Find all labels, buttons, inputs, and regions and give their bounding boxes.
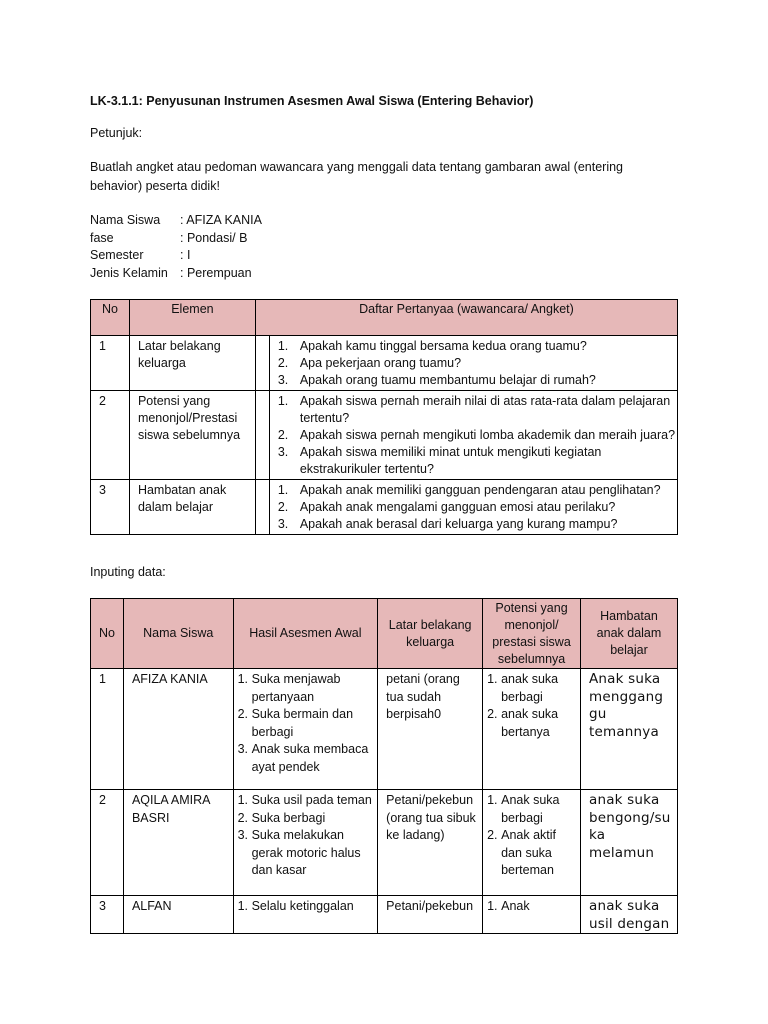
info-row-fase (90, 230, 262, 248)
row-latar: Petani/pekebun (orang tua sibuk ke ladang) (378, 790, 483, 896)
list-item: 1. Anak suka berbagi (487, 793, 560, 825)
hasil-cell (233, 790, 378, 896)
header-hambatan: Hambatan anak dalam belajar (580, 599, 677, 669)
question-list (270, 482, 677, 533)
question-list-cell (269, 391, 677, 480)
spacer-cell (255, 391, 269, 480)
potensi-cell (483, 790, 581, 896)
list-item: 2. Suka bermain dan berbagi (237, 707, 354, 739)
potensi-cell (483, 669, 581, 790)
table-row (91, 391, 678, 480)
question-list-cell (269, 480, 677, 535)
info-label: Jenis Kelamin (90, 265, 168, 280)
list-item: 3. Suka melakukan gerak motoric halus dan kasar (237, 828, 361, 877)
inputing-label: Inputing data: (90, 565, 166, 579)
info-label: Nama Siswa (90, 213, 161, 227)
header-no: No (91, 599, 124, 669)
table-row (91, 669, 678, 790)
row-hambatan: Anak suka menggang gu temannya (580, 669, 677, 790)
header-elemen: Elemen (129, 300, 255, 336)
row-elemen: Latar belakang keluarga (129, 336, 255, 391)
list-item: 3. Apakah anak berasal dari keluarga yang kurang mampu? (277, 517, 618, 531)
question-list-cell (269, 336, 677, 391)
potensi-list (483, 671, 580, 741)
row-latar: Petani/pekebun (378, 896, 483, 934)
header-hasil: Hasil Asesmen Awal (233, 599, 378, 669)
list-item: 1. Apakah kamu tinggal bersama kedua orang tuamu? (277, 339, 587, 353)
list-item: 1. anak suka berbagi (487, 672, 559, 704)
list-item: 2. Apa pekerjaan orang tuamu? (277, 356, 462, 370)
info-value: : AFIZA KANIA (180, 213, 262, 227)
info-value: : Perempuan (180, 265, 252, 280)
hasil-list (234, 671, 378, 776)
hasil-cell (233, 896, 378, 934)
instructions-text: Buatlah angket atau pedoman wawancara yang menggali data tentang gambaran awal (entering behavior) peserta didik! (90, 160, 624, 193)
info-value: : I (180, 248, 191, 262)
header-nama: Nama Siswa (123, 599, 233, 669)
list-item: 2. Apakah siswa pernah mengikuti lomba akademik dan meraih juara? (277, 428, 676, 442)
row-elemen: Hambatan anak dalam belajar (129, 480, 255, 535)
potensi-cell (483, 896, 581, 934)
header-potensi: Potensi yang menonjol/ prestasi siswa sebelumnya (483, 599, 581, 669)
row-nama: ALFAN (123, 896, 233, 934)
info-value: : Pondasi/ B (180, 230, 248, 245)
hasil-list (234, 898, 378, 916)
header-no: No (91, 300, 130, 336)
list-item: 1. Anak (487, 899, 530, 913)
table-row (91, 480, 678, 535)
row-no: 2 (91, 790, 124, 896)
potensi-list (483, 792, 580, 880)
row-latar: petani (orang tua sudah berpisah0 (378, 669, 483, 790)
row-nama: AFIZA KANIA (123, 669, 233, 790)
table-row (91, 336, 678, 391)
list-item: 1. Apakah anak memiliki gangguan pendengaran atau penglihatan? (277, 483, 661, 497)
list-item: 3. Apakah orang tuamu membantumu belajar di rumah? (277, 373, 596, 387)
row-elemen: Potensi yang menonjol/Prestasi siswa sebelumnya (129, 391, 255, 480)
table-row (91, 896, 678, 934)
hasil-cell (233, 669, 378, 790)
header-daftar: Daftar Pertanyaa (wawancara/ Angket) (255, 300, 677, 336)
hasil-list (234, 792, 378, 880)
list-item: 1. Selalu ketinggalan (237, 899, 354, 913)
list-item: 3. Apakah siswa memiliki minat untuk mengikuti kegiatan ekstrakurikuler tertentu? (277, 445, 602, 476)
table-header-row (91, 599, 678, 669)
row-no: 1 (91, 336, 130, 391)
list-item: 1. Suka usil pada teman (237, 793, 372, 807)
list-item: 1. Suka menjawab pertanyaan (237, 672, 341, 704)
table-header-row (91, 300, 678, 336)
spacer-cell (255, 480, 269, 535)
input-data-table (90, 598, 678, 934)
row-hambatan: anak suka bengong/su ka melamun (580, 790, 677, 896)
question-list (270, 338, 677, 389)
row-hambatan: anak suka usil dengan (580, 896, 677, 934)
list-item: 2. Apakah anak mengalami gangguan emosi atau perilaku? (277, 500, 616, 514)
list-item: 1. Apakah siswa pernah meraih nilai di atas rata-rata dalam pelajaran tertentu? (277, 394, 671, 425)
document-title: LK-3.1.1: Penyusunan Instrumen Asesmen Awal Siswa (Entering Behavior) (90, 94, 534, 108)
info-row-jenis-kelamin (90, 265, 262, 283)
row-nama: AQILA AMIRA BASRI (123, 790, 233, 896)
instructions-heading: Petunjuk: (90, 126, 143, 140)
spacer-cell (255, 336, 269, 391)
info-row-nama (90, 212, 262, 230)
potensi-list (483, 898, 580, 916)
table-row (91, 790, 678, 896)
question-list (270, 393, 677, 478)
student-info (90, 212, 262, 282)
row-no: 3 (91, 480, 130, 535)
list-item: 2. anak suka bertanya (487, 707, 559, 739)
info-label: Semester (90, 248, 144, 262)
row-no: 3 (91, 896, 124, 934)
list-item: 3. Anak suka membaca ayat pendek (237, 742, 369, 774)
questions-table (90, 299, 678, 535)
header-latar: Latar belakang keluarga (378, 599, 483, 669)
list-item: 2. Suka berbagi (237, 810, 326, 825)
row-no: 1 (91, 669, 124, 790)
list-item: 2. Anak aktif dan suka berteman (487, 828, 556, 877)
info-label: fase (90, 230, 114, 245)
info-row-semester (90, 247, 262, 265)
row-no: 2 (91, 391, 130, 480)
